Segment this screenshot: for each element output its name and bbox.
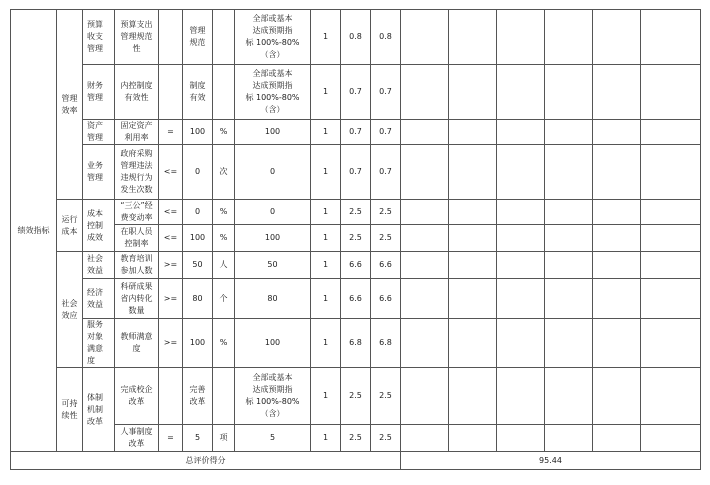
table-row — [11, 279, 701, 319]
empty-cell — [545, 10, 593, 65]
secondary-indicator-cell: 资产 管理 — [83, 120, 115, 145]
performance-indicator-table — [10, 9, 701, 470]
weight-cell: 1 — [311, 425, 341, 452]
score-cell: 0.8 — [371, 10, 401, 65]
empty-cell — [497, 225, 545, 252]
empty-cell — [401, 252, 449, 279]
actual-value-cell: 80 — [235, 279, 311, 319]
weight-cell: 1 — [311, 368, 341, 425]
empty-cell — [545, 145, 593, 200]
empty-cell — [497, 65, 545, 120]
operator-cell: = — [159, 425, 183, 452]
empty-cell — [401, 65, 449, 120]
indicator-name-cell: “三公”经 费变动率 — [115, 200, 159, 225]
score-cell: 6.8 — [341, 319, 371, 368]
empty-cell — [641, 425, 701, 452]
table-row — [11, 425, 701, 452]
unit-cell — [213, 65, 235, 120]
table-row — [11, 65, 701, 120]
empty-cell — [593, 225, 641, 252]
target-value-cell: 50 — [183, 252, 213, 279]
table-row — [11, 225, 701, 252]
actual-value-cell: 100 — [235, 225, 311, 252]
target-value-cell: 0 — [183, 200, 213, 225]
category-cell: 绩效指标 — [11, 10, 57, 452]
indicator-name-cell: 政府采购 管理违法 违规行为 发生次数 — [115, 145, 159, 200]
empty-cell — [545, 120, 593, 145]
unit-cell: 个 — [213, 279, 235, 319]
actual-value-cell: 100 — [235, 120, 311, 145]
actual-value-cell: 100 — [235, 319, 311, 368]
unit-cell: % — [213, 225, 235, 252]
actual-value-cell: 全部或基本 达成预期指 标 100%-80% （含） — [235, 10, 311, 65]
empty-cell — [593, 65, 641, 120]
empty-cell — [449, 10, 497, 65]
unit-cell: % — [213, 319, 235, 368]
unit-cell: 次 — [213, 145, 235, 200]
primary-indicator-cell: 可持 续性 — [57, 368, 83, 452]
empty-cell — [449, 368, 497, 425]
table-row — [11, 200, 701, 225]
empty-cell — [593, 425, 641, 452]
empty-cell — [593, 145, 641, 200]
score-cell: 6.6 — [341, 252, 371, 279]
score-cell: 6.6 — [341, 279, 371, 319]
indicator-name-cell: 人事制度 改革 — [115, 425, 159, 452]
score-cell: 2.5 — [341, 225, 371, 252]
weight-cell: 1 — [311, 319, 341, 368]
weight-cell: 1 — [311, 252, 341, 279]
empty-cell — [449, 319, 497, 368]
empty-cell — [401, 200, 449, 225]
empty-cell — [545, 252, 593, 279]
unit-cell — [213, 368, 235, 425]
empty-cell — [449, 279, 497, 319]
empty-cell — [593, 200, 641, 225]
operator-cell: >= — [159, 319, 183, 368]
empty-cell — [545, 368, 593, 425]
empty-cell — [641, 65, 701, 120]
score-cell: 0.7 — [341, 65, 371, 120]
empty-cell — [449, 145, 497, 200]
target-value-cell: 管理 规范 — [183, 10, 213, 65]
actual-value-cell: 0 — [235, 200, 311, 225]
indicator-name-cell: 教育培训 参加人数 — [115, 252, 159, 279]
secondary-indicator-cell: 财务 管理 — [83, 65, 115, 120]
empty-cell — [497, 145, 545, 200]
empty-cell — [545, 65, 593, 120]
table-row — [11, 145, 701, 200]
actual-value-cell: 全部或基本 达成预期指 标 100%-80% （含） — [235, 65, 311, 120]
empty-cell — [641, 10, 701, 65]
empty-cell — [545, 225, 593, 252]
empty-cell — [545, 425, 593, 452]
target-value-cell: 0 — [183, 145, 213, 200]
empty-cell — [401, 120, 449, 145]
unit-cell: 项 — [213, 425, 235, 452]
target-value-cell: 5 — [183, 425, 213, 452]
score-cell: 0.7 — [341, 120, 371, 145]
weight-cell: 1 — [311, 225, 341, 252]
indicator-name-cell: 完成校企 改革 — [115, 368, 159, 425]
empty-cell — [449, 225, 497, 252]
unit-cell — [213, 10, 235, 65]
secondary-indicator-cell: 业务 管理 — [83, 145, 115, 200]
empty-cell — [593, 10, 641, 65]
empty-cell — [449, 425, 497, 452]
target-value-cell: 80 — [183, 279, 213, 319]
operator-cell: <= — [159, 145, 183, 200]
empty-cell — [641, 225, 701, 252]
empty-cell — [497, 10, 545, 65]
empty-cell — [449, 120, 497, 145]
empty-cell — [593, 120, 641, 145]
empty-cell — [641, 145, 701, 200]
primary-indicator-cell: 运行 成本 — [57, 200, 83, 252]
empty-cell — [401, 425, 449, 452]
empty-cell — [449, 65, 497, 120]
operator-cell — [159, 368, 183, 425]
secondary-indicator-cell: 体制 机制 改革 — [83, 368, 115, 452]
empty-cell — [497, 368, 545, 425]
table-row — [11, 368, 701, 425]
actual-value-cell: 50 — [235, 252, 311, 279]
score-cell: 2.5 — [341, 425, 371, 452]
indicator-name-cell: 教师满意 度 — [115, 319, 159, 368]
score-cell: 0.8 — [341, 10, 371, 65]
secondary-indicator-cell: 经济 效益 — [83, 279, 115, 319]
target-value-cell: 100 — [183, 120, 213, 145]
indicator-name-cell: 在职人员 控制率 — [115, 225, 159, 252]
empty-cell — [497, 252, 545, 279]
empty-cell — [401, 145, 449, 200]
unit-cell: % — [213, 200, 235, 225]
operator-cell: >= — [159, 252, 183, 279]
score-cell: 2.5 — [371, 225, 401, 252]
score-cell: 2.5 — [371, 200, 401, 225]
weight-cell: 1 — [311, 200, 341, 225]
empty-cell — [497, 425, 545, 452]
score-cell: 0.7 — [371, 145, 401, 200]
target-value-cell: 100 — [183, 225, 213, 252]
empty-cell — [401, 10, 449, 65]
empty-cell — [641, 319, 701, 368]
table-row — [11, 319, 701, 368]
empty-cell — [641, 252, 701, 279]
primary-indicator-cell: 社会 效应 — [57, 252, 83, 368]
indicator-name-cell: 内控制度 有效性 — [115, 65, 159, 120]
actual-value-cell: 0 — [235, 145, 311, 200]
weight-cell: 1 — [311, 65, 341, 120]
score-cell: 6.6 — [371, 252, 401, 279]
table-row — [11, 120, 701, 145]
unit-cell: 人 — [213, 252, 235, 279]
total-score-value: 95.44 — [401, 452, 701, 470]
empty-cell — [401, 225, 449, 252]
weight-cell: 1 — [311, 120, 341, 145]
score-cell: 2.5 — [371, 425, 401, 452]
weight-cell: 1 — [311, 145, 341, 200]
empty-cell — [497, 319, 545, 368]
empty-cell — [593, 252, 641, 279]
score-cell: 6.8 — [371, 319, 401, 368]
table-row — [11, 252, 701, 279]
empty-cell — [545, 319, 593, 368]
empty-cell — [593, 319, 641, 368]
indicator-name-cell: 科研成果 省内转化 数量 — [115, 279, 159, 319]
target-value-cell: 100 — [183, 319, 213, 368]
empty-cell — [497, 120, 545, 145]
performance-table-container — [10, 9, 701, 470]
secondary-indicator-cell: 社会 效益 — [83, 252, 115, 279]
operator-cell: <= — [159, 200, 183, 225]
empty-cell — [593, 279, 641, 319]
score-cell: 2.5 — [341, 368, 371, 425]
secondary-indicator-cell: 成本 控制 成效 — [83, 200, 115, 252]
empty-cell — [641, 120, 701, 145]
weight-cell: 1 — [311, 10, 341, 65]
score-cell: 0.7 — [341, 145, 371, 200]
secondary-indicator-cell: 预算 收支 管理 — [83, 10, 115, 65]
operator-cell: >= — [159, 279, 183, 319]
score-cell: 2.5 — [371, 368, 401, 425]
operator-cell: <= — [159, 225, 183, 252]
score-cell: 0.7 — [371, 120, 401, 145]
empty-cell — [545, 279, 593, 319]
score-cell: 6.6 — [371, 279, 401, 319]
total-score-row — [11, 452, 701, 470]
actual-value-cell: 全部或基本 达成预期指 标 100%-80% （含） — [235, 368, 311, 425]
table-row — [11, 10, 701, 65]
empty-cell — [641, 368, 701, 425]
empty-cell — [497, 279, 545, 319]
target-value-cell: 制度 有效 — [183, 65, 213, 120]
unit-cell: % — [213, 120, 235, 145]
operator-cell — [159, 65, 183, 120]
secondary-indicator-cell: 服务 对象 满意 度 — [83, 319, 115, 368]
operator-cell — [159, 10, 183, 65]
empty-cell — [641, 279, 701, 319]
empty-cell — [449, 252, 497, 279]
empty-cell — [545, 200, 593, 225]
score-cell: 2.5 — [341, 200, 371, 225]
empty-cell — [497, 200, 545, 225]
empty-cell — [401, 279, 449, 319]
total-score-label: 总评价得分 — [11, 452, 401, 470]
empty-cell — [641, 200, 701, 225]
indicator-name-cell: 预算支出 管理规范 性 — [115, 10, 159, 65]
operator-cell: = — [159, 120, 183, 145]
weight-cell: 1 — [311, 279, 341, 319]
empty-cell — [593, 368, 641, 425]
score-cell: 0.7 — [371, 65, 401, 120]
empty-cell — [401, 368, 449, 425]
empty-cell — [401, 319, 449, 368]
target-value-cell: 完善 改革 — [183, 368, 213, 425]
primary-indicator-cell: 管理 效率 — [57, 10, 83, 200]
indicator-name-cell: 固定资产 利用率 — [115, 120, 159, 145]
actual-value-cell: 5 — [235, 425, 311, 452]
empty-cell — [449, 200, 497, 225]
